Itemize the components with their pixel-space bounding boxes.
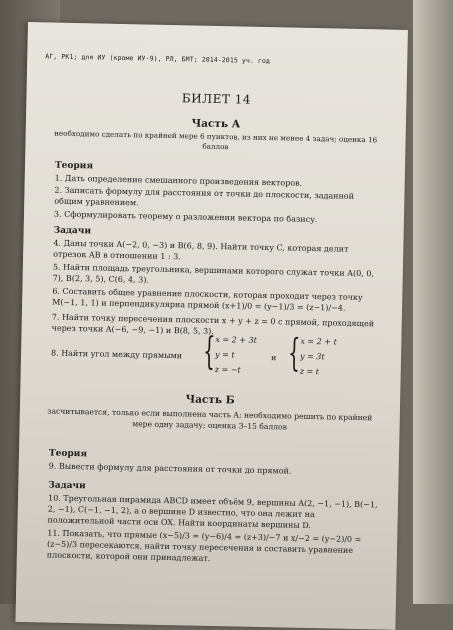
system1-line-1: x = 2 + 3t <box>215 334 257 345</box>
theory-item-9: 9. Вывести формулу для расстояния от точки до прямой. <box>48 461 292 476</box>
task-item-10: 10. Треугольная пирамида ABCD имеет объём 9, вершины A(2, −1, −1), B(−1, 2, −1), C(−1, −1, 2), а о вершине D известно, что она лежит на положительной части оси OX. Найти координаты вершины D. <box>47 493 378 530</box>
ticket-title: БИЛЕТ 14 <box>181 91 252 107</box>
system-and: и <box>270 353 277 363</box>
sheet-header: АГ, РК1; для ИУ (кроме ИУ-9), РЛ, БМТ; 2014-2015 уч. год <box>45 52 271 66</box>
part-a-theory-heading: Теория <box>54 160 94 172</box>
task-item-11: 11. Показать, что прямые (x−5)/3 = (y−6)/4 = (z+3)/−7 и x/−2 = (y−2)/0 = (z−5)/3 пересекаются, найти точку пересечения и составить уравнение плоскости, которой они принадлежат. <box>46 528 362 563</box>
task-item-7: 7. Найти точку пересечения плоскости x + y + z = 0 с прямой, проходящей через точки A(−6, −9, −1) и B(8, 5, 3). <box>51 312 375 336</box>
system2-line-1: x = 2 + t <box>300 336 337 347</box>
task-item-4: 4. Даны точки A(−2, 0, −3) и B(6, 8, 9). Найти точку C, которая делит отрезок AB в отношении 1 : 3. <box>53 238 349 262</box>
theory-item-2: 2. Записать формулу для расстояния от точки до плоскости, заданной общим уравнением. <box>54 185 355 208</box>
part-b-title: Часть Б <box>185 393 235 407</box>
part-b-note: засчитывается, только если выполнена часть А; необходимо решить по крайней мере одну задачу; оценка 3–15 баллов <box>47 406 373 432</box>
system2-line-2: y = 3t <box>299 351 325 362</box>
part-a-title: Часть А <box>191 117 241 131</box>
task-item-8: 8. Найти угол между прямыми <box>50 348 183 361</box>
theory-item-3: 3. Сформулировать теорему о разложении вектора по базису. <box>53 209 318 225</box>
system2-line-3: z = t <box>299 366 320 377</box>
task-item-5: 5. Найти площадь треугольника, вершинами которого служат точки A(0, 0, 7), B(2, 3, 5), C(6, 4, 3). <box>52 262 375 285</box>
theory-item-1: 1. Дать определение смешанного произведения векторов. <box>54 173 303 188</box>
part-b-tasks-heading: Задачи <box>48 480 86 492</box>
part-a-tasks-heading: Задачи <box>53 225 92 237</box>
part-a-note: необходимо сделать по крайней мере 6 пунктов, из них не менее 4 задач; оценка 16 баллов <box>54 128 378 151</box>
part-b-theory-heading: Теория <box>48 448 88 460</box>
system1-line-2: y = t <box>214 349 235 360</box>
system1-brace: { <box>202 328 216 373</box>
system2-brace: { <box>287 330 301 375</box>
system1-line-3: z = −t <box>214 364 241 375</box>
task-item-6: 6. Составить общее уравнение плоскости, которая проходит через точку M(−1, 1, 1) и перпендикулярна прямой (x+1)/0 = (y−1)/3 = (z−1)/−4. <box>52 286 363 313</box>
background-right <box>413 0 453 604</box>
exam-sheet <box>15 22 407 630</box>
